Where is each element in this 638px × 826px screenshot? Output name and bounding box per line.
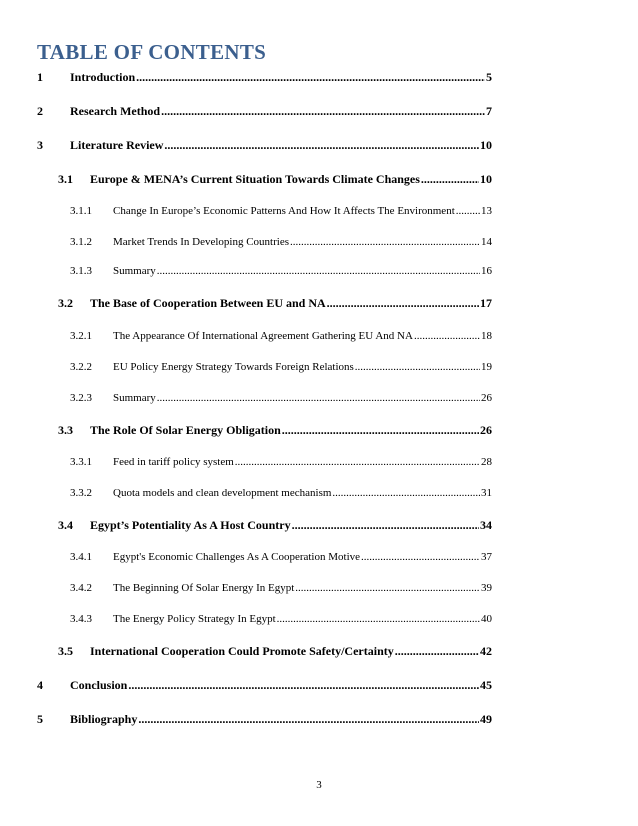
toc-leader-dots [395,644,479,659]
toc-entry-page: 7 [486,104,492,118]
toc-leader-dots [355,361,480,373]
toc-entry-title: Introduction [70,70,136,84]
toc-entry-title: Literature Review [70,138,164,152]
toc-entry-title: Egypt’s Potentiality As A Host Country [90,518,291,532]
toc-entry-number: 1 [37,70,43,84]
toc-entry-number: 3.4.3 [70,613,92,625]
toc-leader-dots [128,678,479,693]
toc-entry-3-4[interactable] [58,518,492,536]
toc-leader-dots [277,613,480,625]
toc-entry-page: 14 [481,236,492,248]
toc-entry-title: The Appearance Of International Agreement Gathering EU And NA [113,330,413,342]
toc-entry-title: The Energy Policy Strategy In Egypt [113,613,276,625]
toc-entry-title: Market Trends In Developing Countries [113,236,289,248]
toc-entry-page: 39 [481,582,492,594]
toc-leader-dots [282,423,479,438]
toc-leader-dots [157,392,480,404]
toc-entry-3-1-2[interactable] [70,236,492,254]
toc-entry-title: Europe & MENA’s Current Situation Towards Climate Changes [90,172,420,186]
toc-entry-3-2-2[interactable] [70,361,492,379]
toc-entry-page: 18 [481,330,492,342]
toc-entry-title: The Beginning Of Solar Energy In Egypt [113,582,295,594]
toc-entry-title: Bibliography [70,712,138,726]
toc-entry-3-2[interactable] [58,296,492,314]
toc-entry-page: 26 [480,423,492,437]
toc-entry-number: 2 [37,104,43,118]
toc-leader-dots [161,104,485,119]
toc-entry-title: Feed in tariff policy system [113,456,234,468]
toc-entry-page: 26 [481,392,492,404]
toc-entry-page: 37 [481,551,492,563]
toc-entry-3-4-2[interactable] [70,582,492,600]
toc-entry-number: 3.4.2 [70,582,92,594]
toc-entry-title: Quota models and clean development mechanism [113,487,332,499]
toc-entry-page: 10 [480,172,492,186]
toc-entry-title: Conclusion [70,678,128,692]
toc-entry-3-4-3[interactable] [70,613,492,631]
toc-entry-3-1-3[interactable] [70,265,492,283]
toc-entry-number: 3.2.2 [70,361,92,373]
toc-leader-dots [292,518,479,533]
toc-leader-dots [361,551,480,563]
toc-leader-dots [138,712,479,727]
toc-entry-page: 42 [480,644,492,658]
toc-entry-title: The Base of Cooperation Between EU and NA [90,296,326,310]
toc-entry-number: 3.2 [58,296,73,310]
toc-entry-title: Summary [113,392,156,404]
toc-entry-3-2-1[interactable] [70,330,492,348]
toc-entry-number: 3 [37,138,43,152]
toc-entry-number: 3.2.1 [70,330,92,342]
toc-entry-number: 3.3.2 [70,487,92,499]
toc-entry-3-1[interactable] [58,172,492,190]
toc-entry-page: 16 [481,265,492,277]
toc-entry-page: 28 [481,456,492,468]
toc-entry-page: 49 [480,712,492,726]
toc-entry-title: Research Method [70,104,161,118]
toc-leader-dots [164,138,479,153]
toc-entry-conclusion[interactable] [37,678,492,696]
toc-leader-dots [456,205,480,217]
toc-entry-introduction[interactable] [37,70,492,88]
toc-leader-dots [290,236,480,248]
toc-heading: TABLE OF CONTENTS [37,40,267,64]
toc-leader-dots [327,296,479,311]
toc-leader-dots [235,456,480,468]
page-number: 3 [316,779,322,791]
toc-entry-number: 4 [37,678,43,692]
toc-entry-page: 31 [481,487,492,499]
toc-entry-title: International Cooperation Could Promote Safety/Certainty [90,644,394,658]
toc-entry-title: Egypt's Economic Challenges As A Cooperation Motive [113,551,361,563]
toc-entry-page: 13 [481,205,492,217]
toc-leader-dots [136,70,485,85]
toc-entry-number: 3.1 [58,172,73,186]
toc-entry-3-3[interactable] [58,423,492,441]
toc-leader-dots [295,582,480,594]
toc-entry-number: 3.4.1 [70,551,92,563]
toc-entry-number: 3.3.1 [70,456,92,468]
toc-leader-dots [421,172,479,187]
toc-entry-title: The Role Of Solar Energy Obligation [90,423,281,437]
toc-entry-bibliography[interactable] [37,712,492,730]
toc-entry-3-3-1[interactable] [70,456,492,474]
toc-leader-dots [414,330,480,342]
toc-entry-number: 3.1.3 [70,265,92,277]
toc-entry-research-method[interactable] [37,104,492,122]
toc-entry-page: 45 [480,678,492,692]
toc-entry-3-3-2[interactable] [70,487,492,505]
toc-entry-title: EU Policy Energy Strategy Towards Foreign Relations [113,361,354,373]
toc-entry-3-4-1[interactable] [70,551,492,569]
toc-entry-title: Summary [113,265,156,277]
toc-entry-page: 40 [481,613,492,625]
toc-entry-number: 3.3 [58,423,73,437]
toc-leader-dots [332,487,480,499]
toc-entry-number: 3.1.1 [70,205,92,217]
toc-entry-literature-review[interactable] [37,138,492,156]
toc-leader-dots [157,265,480,277]
toc-entry-page: 34 [480,518,492,532]
toc-entry-page: 5 [486,70,492,84]
toc-entry-title: Change In Europe’s Economic Patterns And How It Affects The Environment [113,205,455,217]
toc-entry-number: 3.4 [58,518,73,532]
toc-entry-number: 5 [37,712,43,726]
toc-entry-page: 17 [480,296,492,310]
toc-entry-3-2-3[interactable] [70,392,492,410]
toc-entry-number: 3.1.2 [70,236,92,248]
toc-entry-page: 10 [480,138,492,152]
toc-entry-number: 3.2.3 [70,392,92,404]
toc-entry-3-1-1[interactable] [70,205,492,223]
toc-entry-number: 3.5 [58,644,73,658]
toc-entry-3-5[interactable] [58,644,492,662]
toc-entry-page: 19 [481,361,492,373]
